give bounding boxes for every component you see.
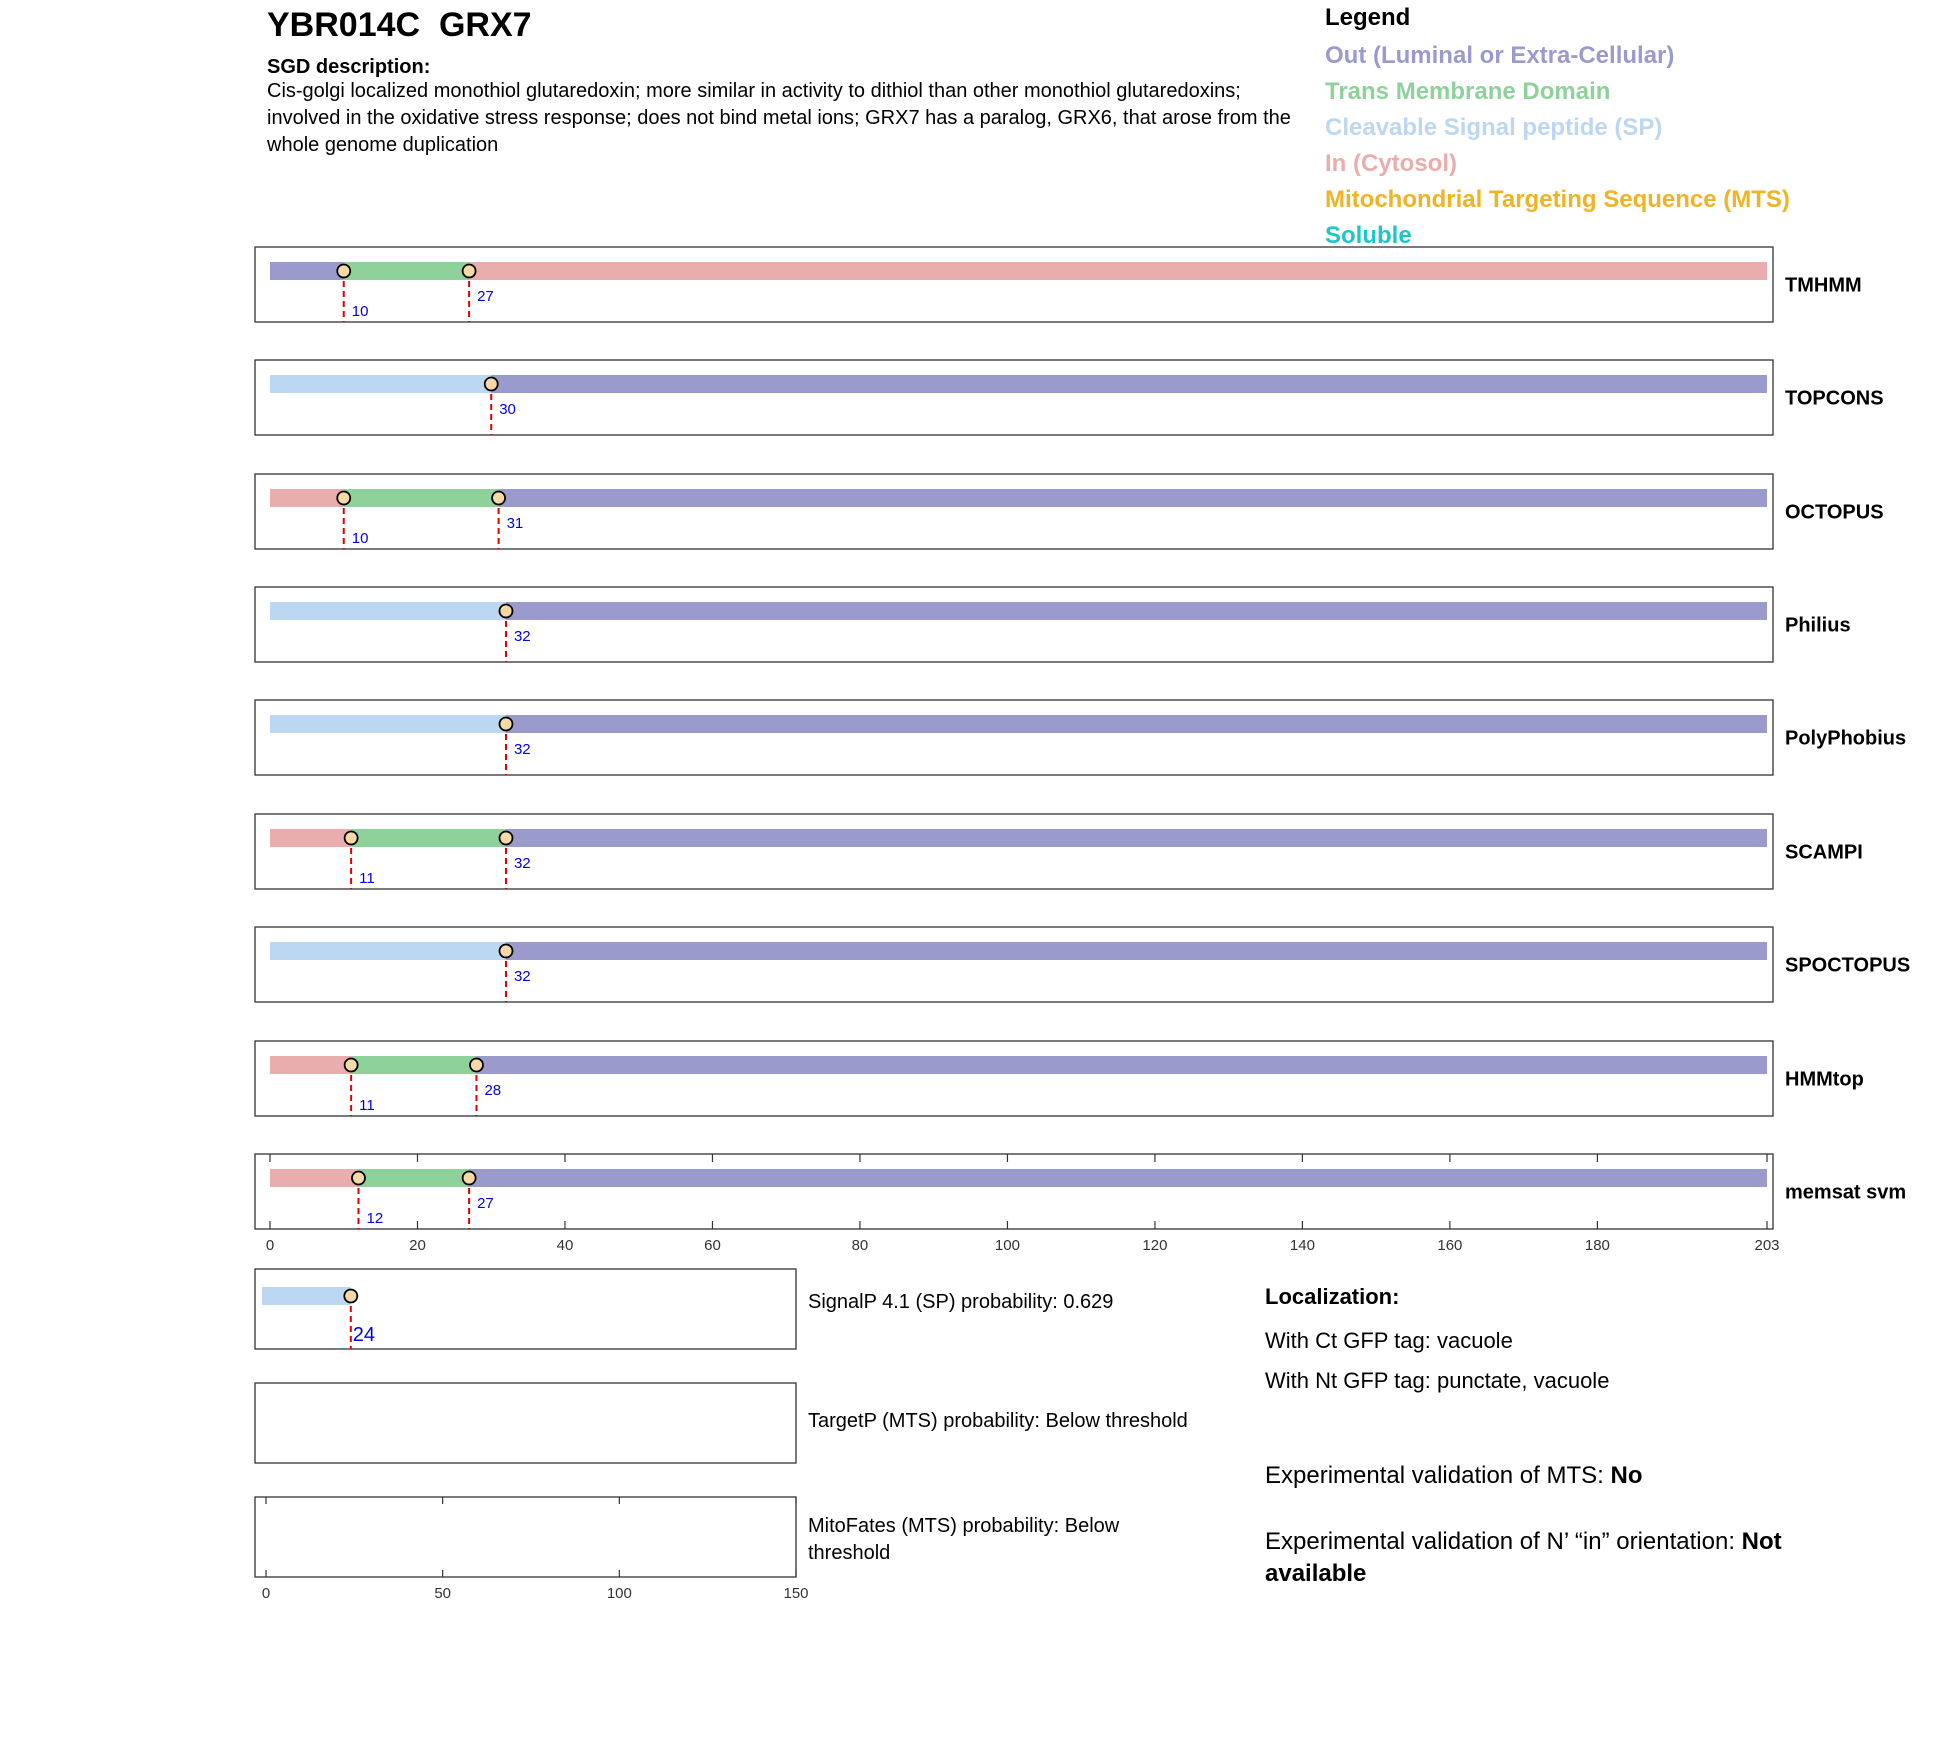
boundary-marker-hmmtop-2 [470,1059,483,1072]
boundary-marker-hmmtop-1 [345,1059,358,1072]
segment-hmmtop-2 [351,1056,476,1074]
sgd-description-label: SGD description: [267,56,431,78]
track-label-octopus: OCTOPUS [1785,501,1884,524]
boundary-label-polyphobius-1: 32 [513,741,531,758]
x-tick-label-80: 80 [851,1237,869,1254]
boundary-label-philius-1: 32 [513,628,531,645]
track-frame-scampi [255,814,1773,889]
boundary-label-hmmtop-2: 28 [484,1082,502,1099]
boundary-label-hmmtop-1: 11 [359,1097,375,1114]
x-tick-label-160: 160 [1437,1237,1463,1254]
segment-hmmtop-1 [270,1056,351,1074]
legend-item-4: In (Cytosol) [1325,150,1457,177]
x-tick-label-40: 40 [556,1237,574,1254]
legend-item-1: Out (Luminal or Extra-Cellular) [1325,42,1675,69]
boundary-marker-topcons-1 [485,378,498,391]
x-tick-label-60: 60 [704,1237,721,1254]
pred-boundary-label-signalp: 24 [352,1324,376,1346]
boundary-marker-tmhmm-1 [337,265,350,278]
boundary-marker-memsat-svm-1 [352,1172,365,1185]
boundary-marker-scampi-1 [345,832,358,845]
boundary-label-scampi-1: 11 [359,870,375,887]
experimental-orientation-value: Not available [1265,1528,1782,1587]
boundary-label-octopus-1: 10 [351,530,369,547]
track-label-memsat-svm: memsat svm [1785,1181,1907,1204]
boundary-marker-memsat-svm-2 [463,1172,476,1185]
track-label-scampi: SCAMPI [1785,841,1863,864]
x-tick-label-0: 0 [265,1237,275,1254]
pred-x-tick-label-50: 50 [434,1585,452,1602]
segment-tmhmm-1 [270,262,344,280]
track-label-tmhmm: TMHMM [1785,274,1862,297]
sgd-description-text: Cis-golgi localized monothiol glutaredoxin; more similar in activity to dithiol than other monothiol glutaredoxins; involved in the oxidative stress response; does not bind metal ions; GRX7 has a paralog, GRX6, that arose from the whole genome duplication [267,80,1291,156]
track-label-spoctopus: SPOCTOPUS [1785,954,1911,977]
experimental-mts-value: No [1610,1462,1643,1489]
boundary-label-topcons-1: 30 [499,401,516,418]
track-frame-spoctopus [255,927,1773,1002]
mitofates-probability-text: MitoFates (MTS) probability: Below threshold [808,1515,1120,1564]
segment-memsat-svm-3 [469,1169,1767,1187]
segment-philius-2 [506,602,1767,620]
page-title: YBR014C GRX7 [267,6,532,44]
boundary-marker-octopus-2 [492,492,505,505]
x-tick-label-20: 20 [409,1237,426,1254]
x-tick-label-120: 120 [1142,1237,1168,1254]
boundary-marker-spoctopus-1 [499,945,512,958]
pred-x-tick-label-150: 150 [783,1585,809,1602]
boundary-label-tmhmm-2: 27 [477,288,494,305]
experimental-mts-label: Experimental validation of MTS: [1265,1462,1611,1489]
legend-title: Legend [1325,4,1411,31]
segment-polyphobius-1 [270,715,506,733]
localization-nt: With Nt GFP tag: punctate, vacuole [1265,1368,1610,1393]
signalp-probability-text: SignalP 4.1 (SP) probability: 0.629 [808,1291,1114,1313]
x-tick-label-140: 140 [1289,1237,1315,1254]
legend-item-5: Mitochondrial Targeting Sequence (MTS) [1325,186,1790,213]
localization-title: Localization: [1265,1284,1400,1309]
pred-boundary-marker-signalp [344,1290,357,1303]
targetp-probability-text: TargetP (MTS) probability: Below threshold [808,1410,1188,1432]
boundary-marker-scampi-2 [499,832,512,845]
boundary-marker-polyphobius-1 [499,718,512,731]
segment-spoctopus-2 [506,942,1767,960]
track-label-hmmtop: HMMtop [1785,1068,1864,1091]
boundary-label-memsat-svm-1: 12 [366,1210,384,1227]
segment-polyphobius-2 [506,715,1767,733]
segment-topcons-1 [270,375,491,393]
track-frame-tmhmm [255,247,1773,322]
boundary-marker-philius-1 [499,605,512,618]
localization-ct: With Ct GFP tag: vacuole [1265,1328,1513,1353]
pred-frame-targetp [255,1383,796,1463]
boundary-marker-octopus-1 [337,492,350,505]
segment-scampi-2 [351,829,506,847]
pred-x-tick-label-0: 0 [261,1585,271,1602]
track-frame-hmmtop [255,1041,1773,1116]
track-frame-philius [255,587,1773,662]
legend-item-2: Trans Membrane Domain [1325,78,1611,105]
legend-item-3: Cleavable Signal peptide (SP) [1325,114,1663,141]
segment-octopus-1 [270,489,344,507]
segment-memsat-svm-1 [270,1169,358,1187]
boundary-label-memsat-svm-2: 27 [477,1195,494,1212]
track-label-topcons: TOPCONS [1785,387,1884,410]
segment-octopus-3 [499,489,1767,507]
boundary-label-octopus-2: 31 [506,515,524,532]
track-frame-octopus [255,474,1773,549]
segment-tmhmm-2 [344,262,469,280]
segment-philius-1 [270,602,506,620]
boundary-label-scampi-2: 32 [513,855,531,872]
boundary-label-tmhmm-1: 10 [351,303,369,320]
segment-spoctopus-1 [270,942,506,960]
segment-scampi-3 [506,829,1767,847]
pred-frame-signalp [255,1269,796,1349]
pred-x-tick-label-100: 100 [606,1585,632,1602]
segment-octopus-2 [344,489,499,507]
boundary-marker-tmhmm-2 [463,265,476,278]
legend-item-6: Soluble [1325,222,1412,249]
x-tick-label-180: 180 [1584,1237,1610,1254]
segment-memsat-svm-2 [358,1169,469,1187]
track-frame-topcons [255,360,1773,435]
track-frame-polyphobius [255,700,1773,775]
segment-topcons-2 [491,375,1767,393]
pred-frame-mitofates [255,1497,796,1577]
x-tick-label-203: 203 [1754,1237,1780,1254]
boundary-label-spoctopus-1: 32 [513,968,531,985]
track-label-philius: Philius [1785,614,1851,637]
segment-hmmtop-3 [476,1056,1767,1074]
pred-segment-signalp-1 [262,1287,351,1305]
track-label-polyphobius: PolyPhobius [1785,727,1907,750]
x-tick-label-100: 100 [994,1237,1020,1254]
experimental-orientation [1265,1526,1825,1590]
experimental-mts [1265,1460,1825,1492]
experimental-orientation-label: Experimental validation of N’ “in” orientation: [1265,1528,1742,1555]
segment-scampi-1 [270,829,351,847]
track-frame-memsat-svm [255,1154,1773,1229]
segment-tmhmm-3 [469,262,1767,280]
